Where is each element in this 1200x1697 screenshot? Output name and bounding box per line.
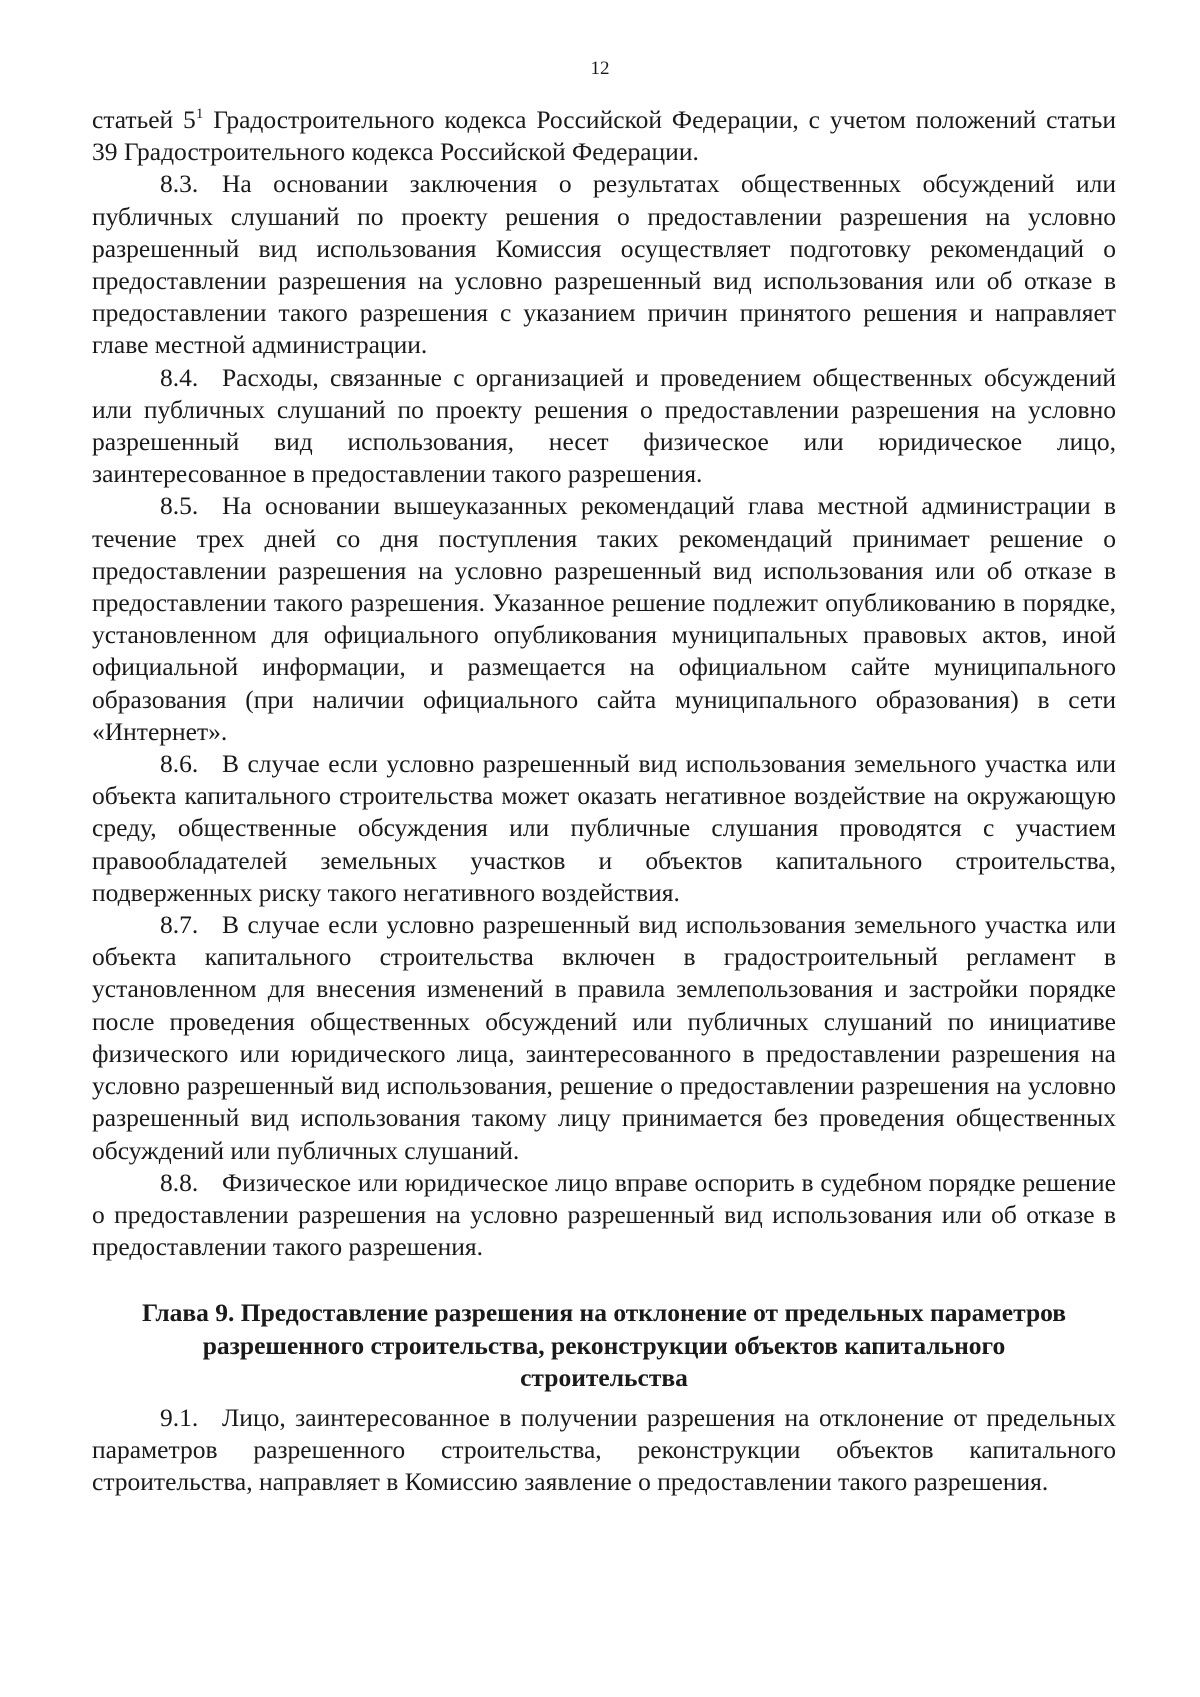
paragraph-8-7 bbox=[92, 909, 1116, 1167]
intro-text-start: статьей 5 bbox=[92, 105, 196, 134]
paragraph-number: 8.8. bbox=[160, 1167, 199, 1197]
paragraph-number: 8.4. bbox=[160, 362, 199, 392]
paragraph-text: Физическое или юридическое лицо вправе оспорить в судебном порядке решение о предоставлении разрешения на условно разрешенный вид использования или об отказе в предоставлении такого разрешения. bbox=[92, 1167, 1116, 1262]
chapter-heading: Глава 9. Предоставление разрешения на отклонение от предельных параметров разрешенного строительства, реконструкции объектов капитального строительства bbox=[141, 1298, 1067, 1392]
paragraph-text: Лицо, заинтересованное в получении разрешения на отклонение от предельных параметров разрешенного строительства, реконструкции объектов капитального строительства, направляет в Комиссию заявление о предоставлении такого разрешения. bbox=[92, 1402, 1116, 1497]
article-superscript: 1 bbox=[195, 106, 204, 122]
paragraph-9-1 bbox=[92, 1402, 1116, 1499]
page-number: 12 bbox=[590, 58, 610, 79]
paragraph-8-6 bbox=[92, 748, 1116, 909]
intro-paragraph bbox=[92, 104, 1116, 168]
paragraph-8-4 bbox=[92, 362, 1116, 491]
paragraph-number: 8.5. bbox=[160, 491, 199, 521]
paragraph-8-3 bbox=[92, 168, 1116, 361]
intro-text-end: Градостроительного кодекса Российской Федерации, с учетом положений статьи 39 Градостроительного кодекса Российской Федерации. bbox=[92, 105, 1116, 167]
paragraph-text: На основании вышеуказанных рекомендаций глава местной администрации в течение трех дней со дня поступления таких рекомендаций принимает решение о предоставлении разрешения на условно разрешенный вид использования или об отказе в предоставлении такого разрешения. Указанное решение подлежит опубликованию в порядке, установленном для официального опубликования муниципальных правовых актов, иной официальной информации, и размещается на официальном сайте муниципального образования (при наличии официального сайта муниципального образования) в сети «Интернет». bbox=[92, 491, 1116, 746]
document-body bbox=[92, 104, 1116, 1499]
paragraph-text: В случае если условно разрешенный вид использования земельного участка или объекта капитального строительства включен в градостроительный регламент в установленном для внесения изменений в правила землепользования и застройки порядке после проведения общественных обсуждений или публичных слушаний по инициативе физического или юридического лица, заинтересованного в предоставлении разрешения на условно разрешенный вид использования, решение о предоставлении разрешения на условно разрешенный вид использования такому лицу принимается без проведения общественных обсуждений или публичных слушаний. bbox=[92, 910, 1116, 1165]
paragraph-8-5 bbox=[92, 490, 1116, 748]
paragraph-number: 9.1. bbox=[160, 1402, 199, 1432]
paragraph-number: 8.7. bbox=[160, 910, 199, 940]
paragraph-8-8 bbox=[92, 1167, 1116, 1264]
paragraph-text: На основании заключения о результатах общественных обсуждений или публичных слушаний по проекту решения о предоставлении разрешения на условно разрешенный вид использования Комиссия осуществляет подготовку рекомендаций о предоставлении разрешения на условно разрешенный вид использования или об отказе в предоставлении такого разрешения с указанием причин принятого решения и направляет главе местной администрации. bbox=[92, 169, 1116, 360]
paragraph-number: 8.3. bbox=[160, 169, 199, 199]
paragraph-number: 8.6. bbox=[160, 749, 199, 779]
paragraph-text: Расходы, связанные с организацией и проведением общественных обсуждений или публичных слушаний по проекту решения о предоставлении разрешения на условно разрешенный вид использования, несет физическое или юридическое лицо, заинтересованное в предоставлении такого разрешения. bbox=[92, 362, 1116, 489]
paragraph-text: В случае если условно разрешенный вид использования земельного участка или объекта капитального строительства может оказать негативное воздействие на окружающую среду, общественные обсуждения или публичные слушания проводятся с участием правообладателей земельных участков и объектов капитального строительства, подверженных риску такого негативного воздействия. bbox=[92, 749, 1116, 907]
